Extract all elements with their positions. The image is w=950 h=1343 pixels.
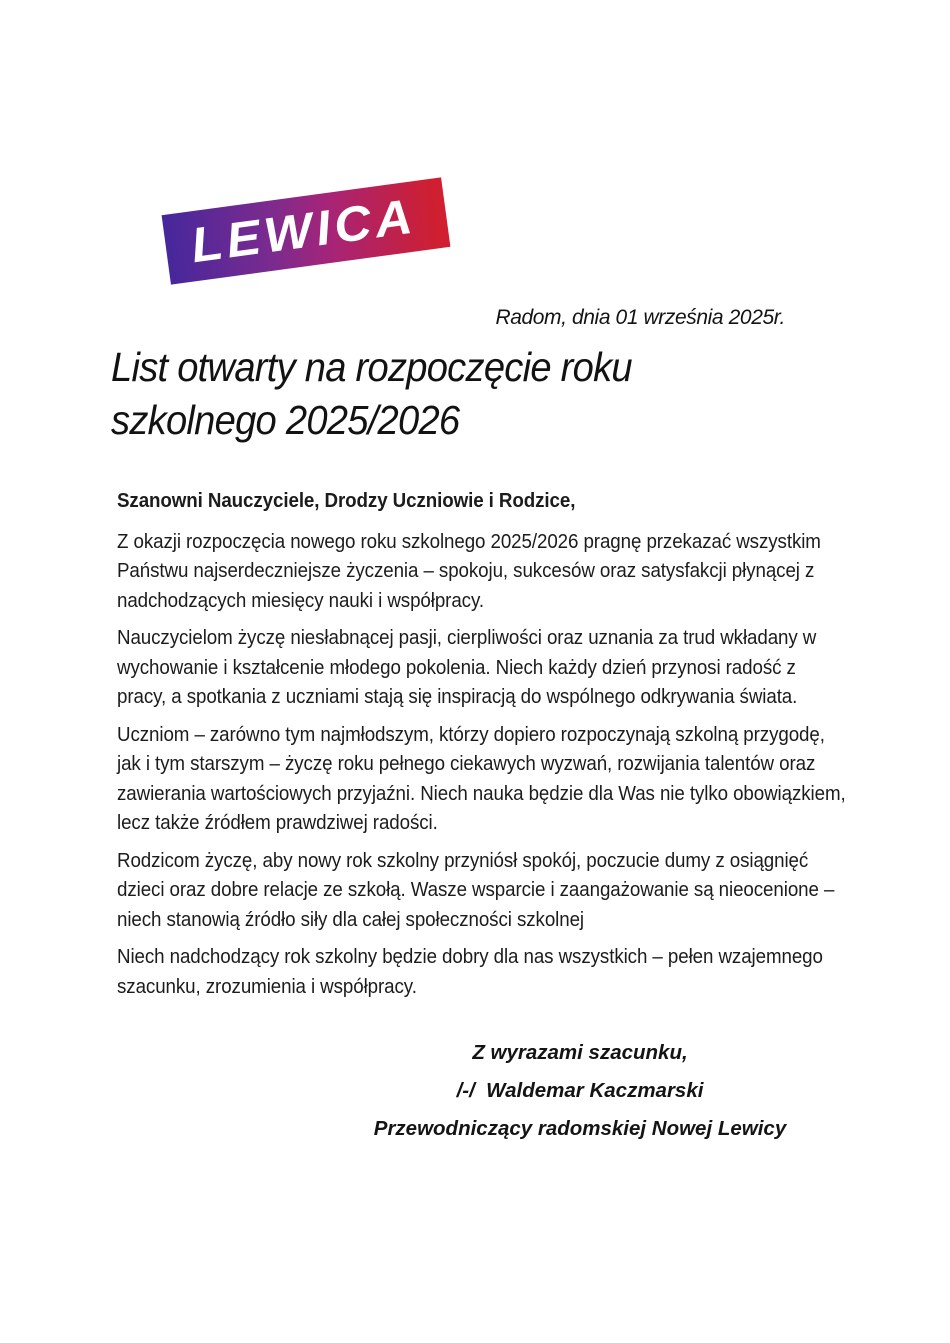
signature-role: Przewodniczący radomskiej Nowej Lewicy	[373, 1117, 787, 1140]
signature-name: /-/ Waldemar Kaczmarski	[456, 1079, 704, 1102]
paragraph-closing-wish: Niech nadchodzący rok szkolny będzie dobry dla nas wszystkich – pełen wzajemnego szacunku, zrozumienia i współpracy.	[117, 945, 823, 998]
dateline: Radom, dnia 01 września 2025r.	[495, 306, 785, 329]
signature-block	[205, 1041, 950, 1155]
letter-title-line-2: szkolnego 2025/2026	[111, 397, 460, 443]
lewica-logo-text: LEWICA	[188, 188, 420, 273]
letter-body	[117, 486, 849, 1009]
letter-title	[111, 341, 632, 447]
paragraph-wishes-general: Z okazji rozpoczęcia nowego roku szkolnego 2025/2026 pragnę przekazać wszystkim Państwu najserdeczniejsze życzenia – spokoju, sukcesów oraz satysfakcji płynącej z nadchodzących miesięcy nauki i współpracy.	[117, 529, 821, 612]
signature-closing: Z wyrazami szacunku,	[472, 1041, 688, 1064]
lewica-logo	[162, 177, 451, 284]
paragraph-teachers: Nauczycielom życzę niesłabnącej pasji, cierpliwości oraz uznania za trud wkładany w wychowanie i kształcenie młodego pokolenia. Niech każdy dzień przynosi radość z pracy, a spotkania z uczniami stają się inspiracją do wspólnego odkrywania świata.	[117, 626, 817, 708]
letter-title-line-1: List otwarty na rozpoczęcie roku	[111, 344, 632, 390]
paragraph-students: Uczniom – zarówno tym najmłodszym, którzy dopiero rozpoczynają szkolną przygodę, jak i tym starszym – życzę roku pełnego ciekawych wyzwań, rozwijania talentów oraz zawierania wartościowych przyjaźni. Niech nauka będzie dla Was nie tylko obowiązkiem, lecz także źródłem prawdziwej radości.	[117, 722, 846, 834]
paragraph-parents: Rodzicom życzę, aby nowy rok szkolny przyniósł spokój, poczucie dumy z osiągnięć dzieci oraz dobre relacje ze szkołą. Wasze wsparcie i zaangażowanie są nieocenione – niech stanowią źródło siły dla całej społeczności szkolnej	[117, 848, 835, 931]
salutation: Szanowni Nauczyciele, Drodzy Uczniowie i Rodzice,	[117, 489, 576, 512]
